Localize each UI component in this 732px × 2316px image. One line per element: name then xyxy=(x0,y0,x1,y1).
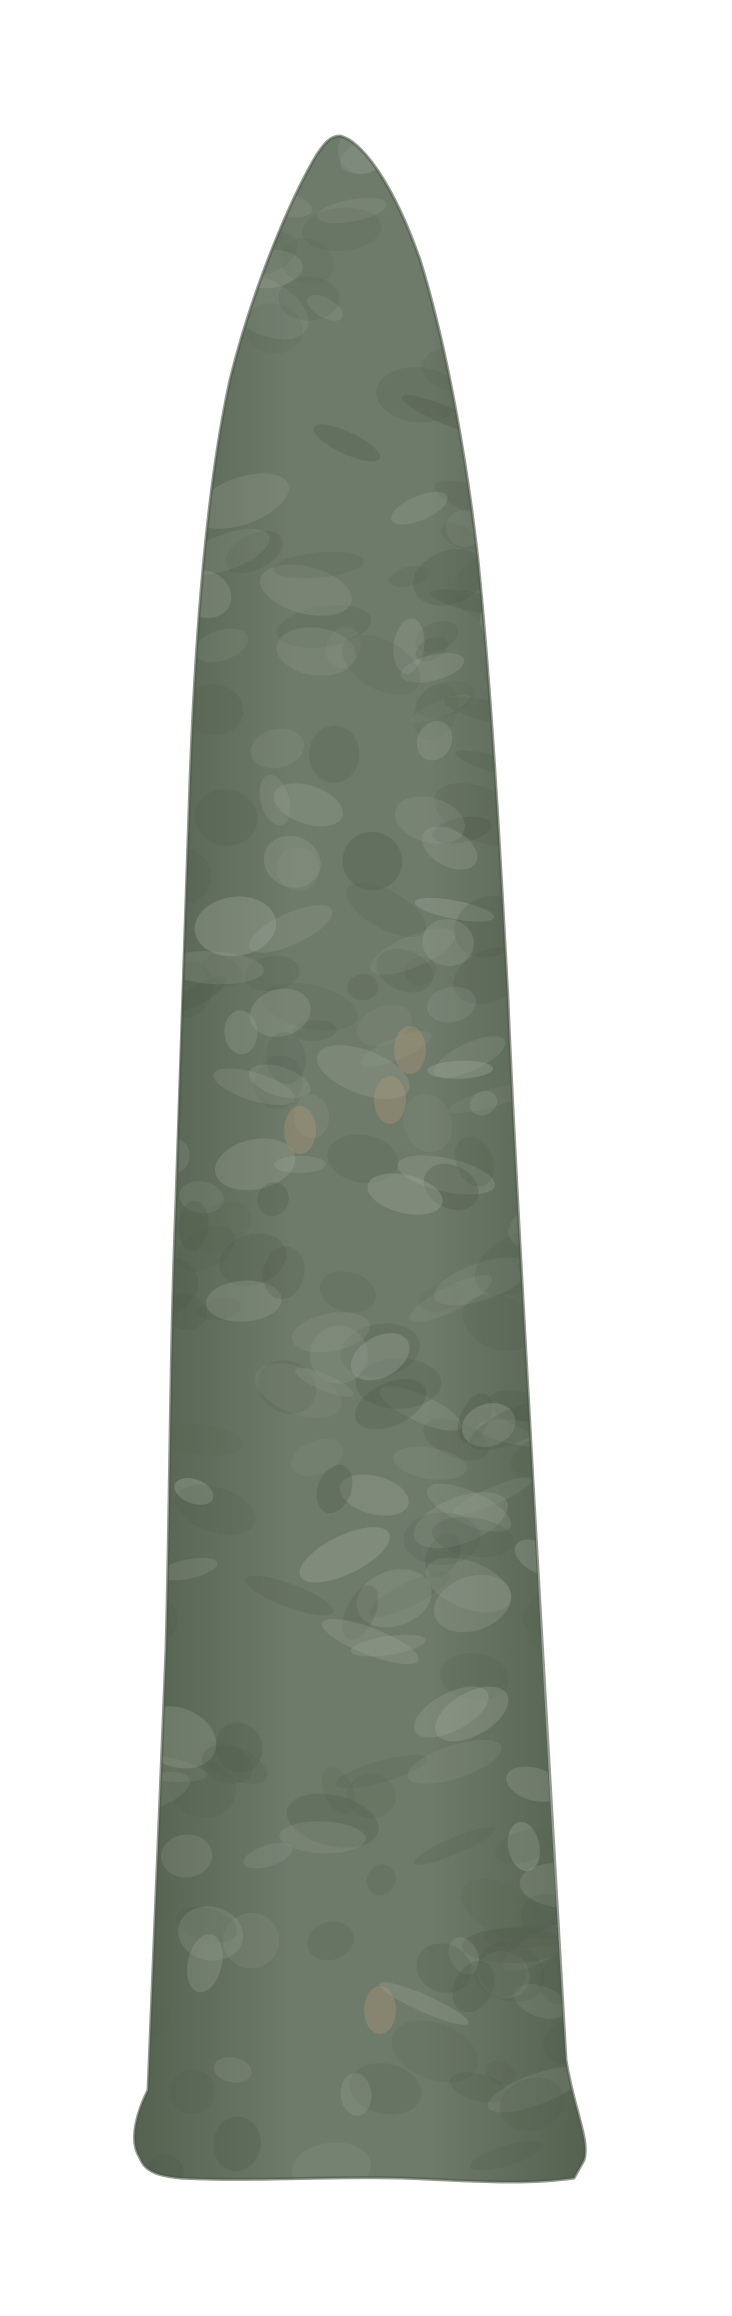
flake-scar xyxy=(392,129,438,178)
tan-inclusion xyxy=(374,1076,406,1124)
flake-scar xyxy=(557,1106,597,1146)
flake-scar xyxy=(158,196,257,260)
flake-scar xyxy=(131,337,208,369)
flake-scar xyxy=(486,491,572,527)
flake-scar xyxy=(531,1047,616,1120)
flake-scar xyxy=(545,1506,580,1559)
flake-scar xyxy=(119,120,216,206)
flake-scar xyxy=(497,157,588,226)
flake-scar xyxy=(485,297,540,334)
flake-scar xyxy=(130,781,186,837)
flake-scar xyxy=(189,208,229,241)
flake-scar xyxy=(212,267,244,327)
tan-inclusion xyxy=(394,1026,426,1074)
flake-scar xyxy=(475,1950,525,1998)
flake-scar xyxy=(164,152,246,223)
flake-scar xyxy=(498,309,568,375)
flake-scar xyxy=(505,592,575,654)
flake-scar xyxy=(151,239,188,284)
flake-scar xyxy=(532,1316,586,1345)
flake-scar xyxy=(516,1251,590,1288)
flake-scar xyxy=(545,1164,589,1208)
flake-scar xyxy=(519,132,574,168)
flake-scar xyxy=(530,952,579,1007)
flake-scar xyxy=(520,839,617,917)
flake-scar xyxy=(536,1442,604,1509)
flake-scar xyxy=(122,915,188,966)
flake-scar xyxy=(167,200,204,220)
flake-scar xyxy=(504,629,594,712)
tan-inclusion xyxy=(364,1986,396,2034)
flake-scar xyxy=(413,197,458,243)
flake-scar xyxy=(121,139,214,219)
tan-inclusion xyxy=(284,1106,316,1154)
flake-scar xyxy=(464,340,523,369)
flake-scar xyxy=(503,820,572,868)
flake-scar xyxy=(456,146,542,219)
flake-scar xyxy=(497,214,591,285)
flake-scar xyxy=(455,153,540,194)
flake-scar xyxy=(201,127,289,202)
flake-scar xyxy=(512,343,626,425)
flake-scar xyxy=(347,974,378,1000)
